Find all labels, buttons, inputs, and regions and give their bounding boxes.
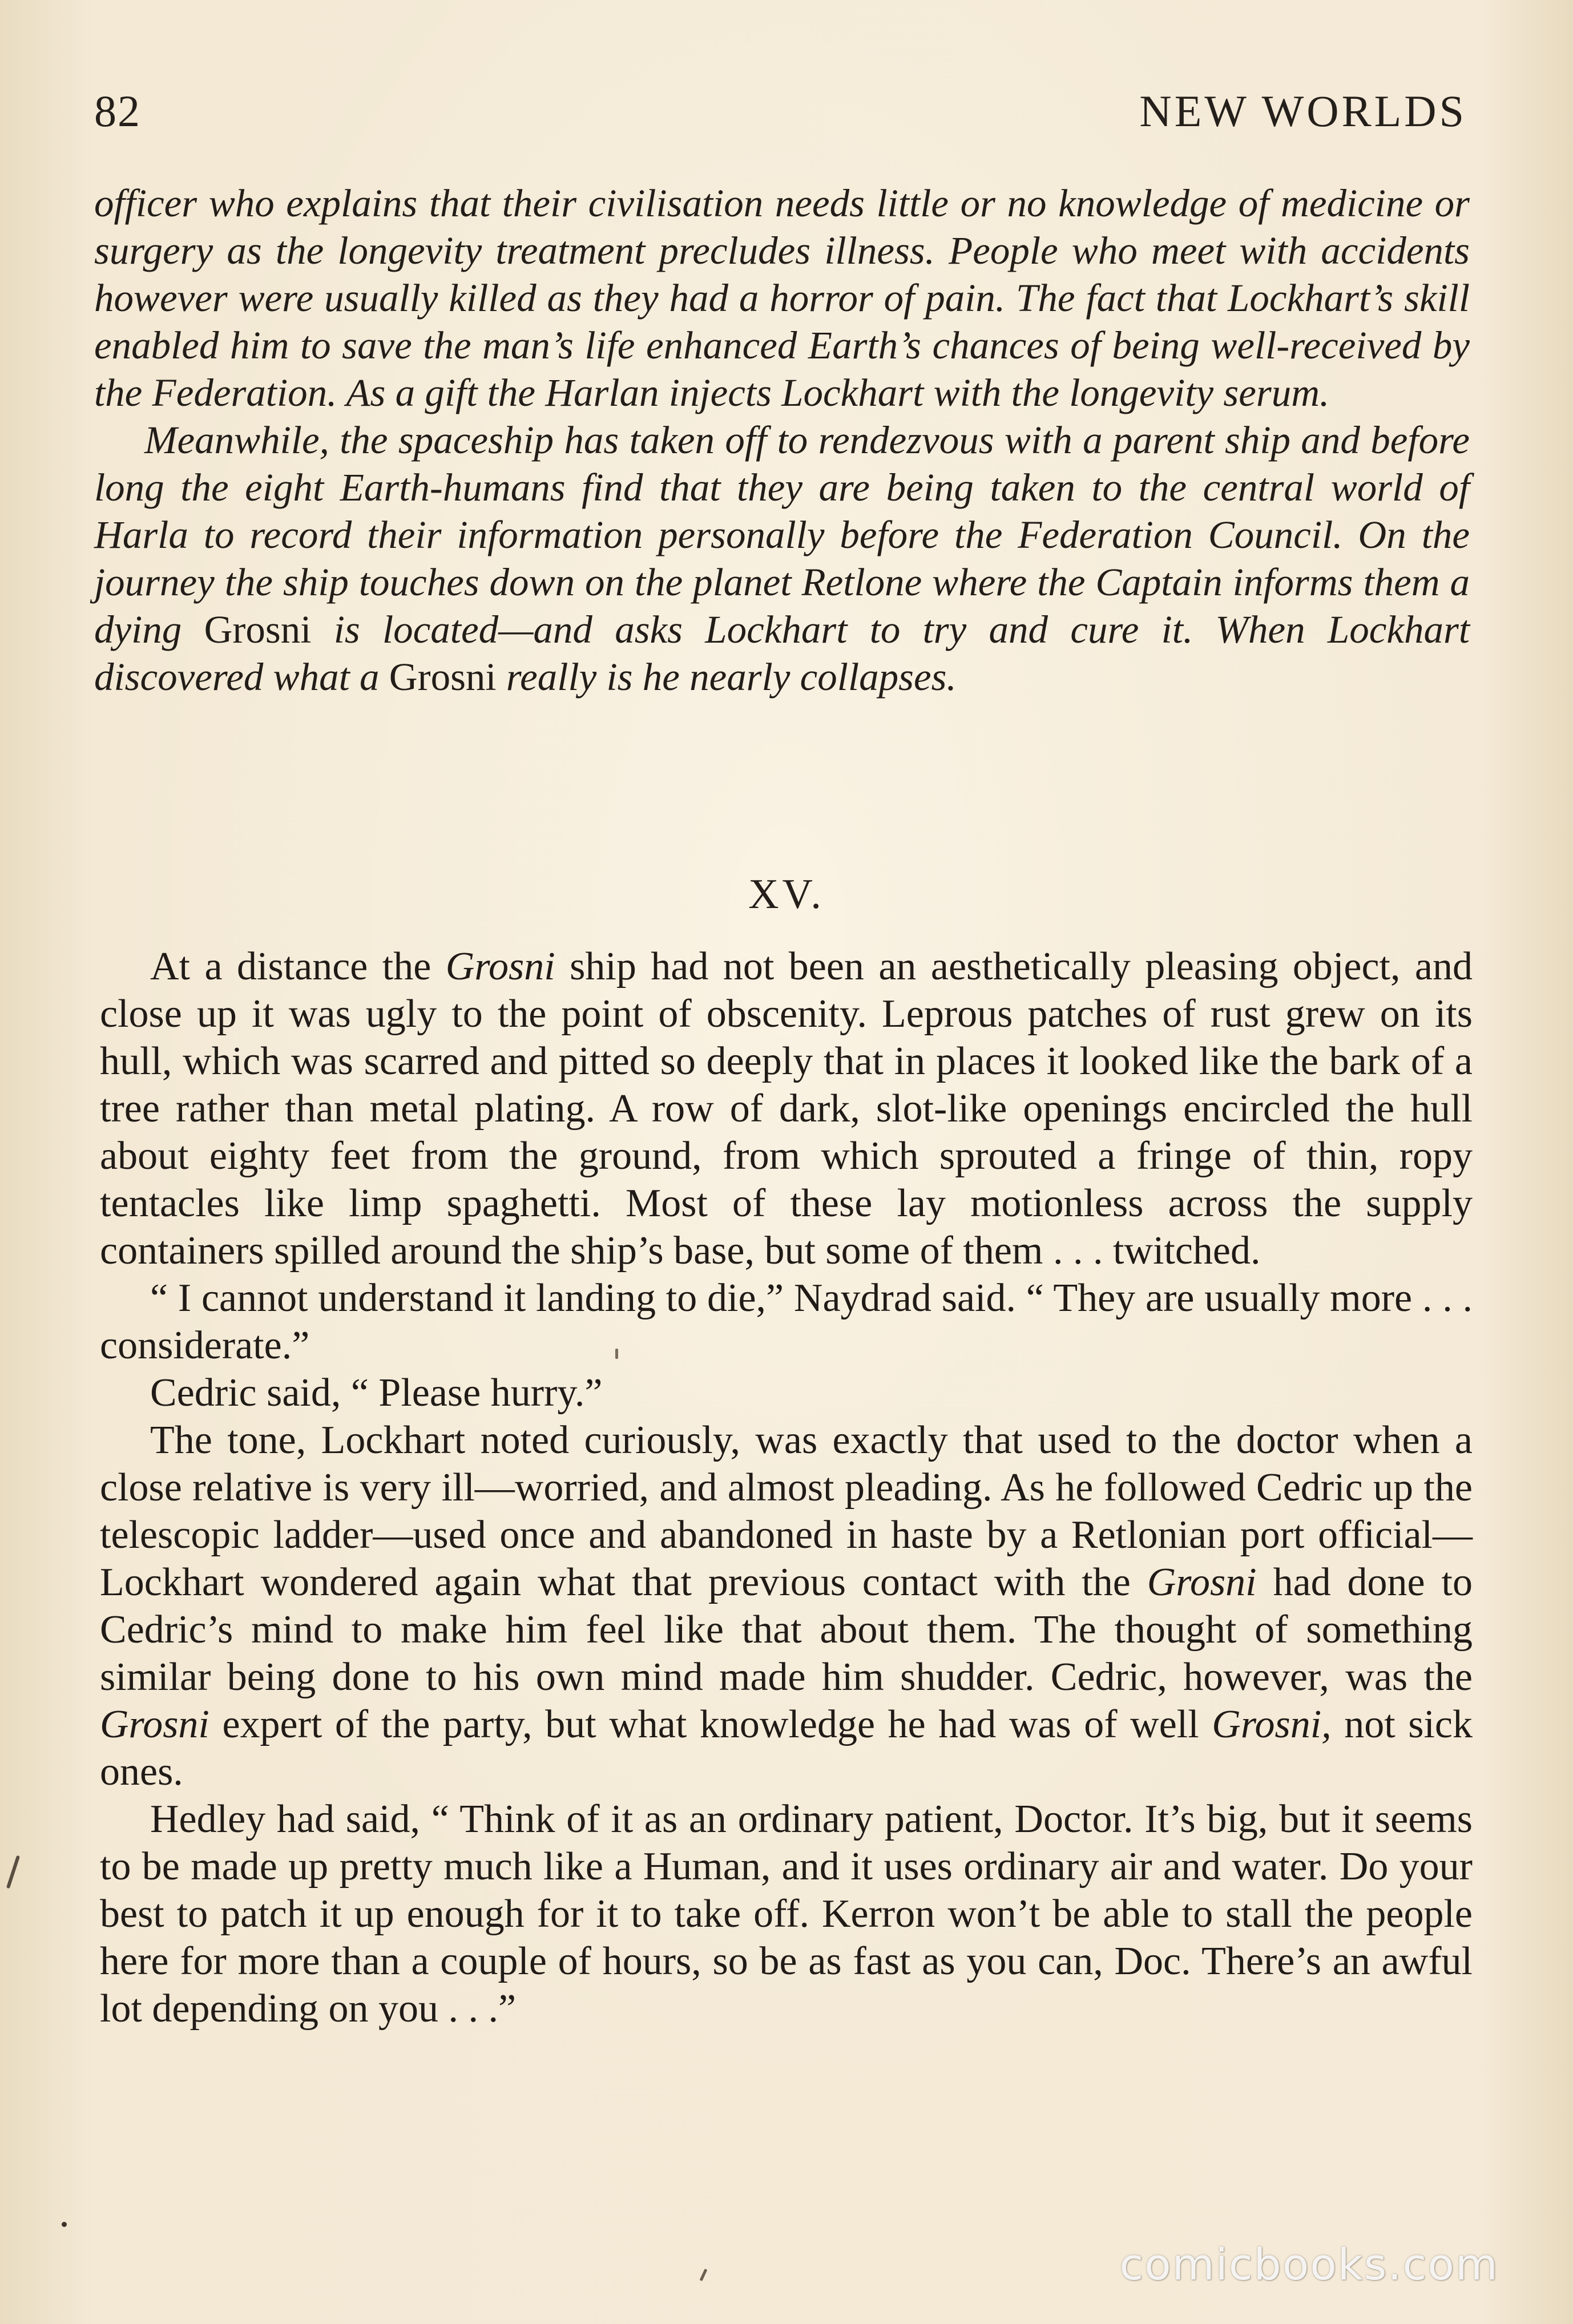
synopsis (94, 180, 1470, 701)
grosni-italic: Grosni (1147, 1560, 1257, 1604)
synopsis-paragraph (94, 417, 1470, 701)
body-paragraph (100, 1369, 1473, 1417)
grosni-italic: Grosni, (1212, 1702, 1332, 1746)
page-number: 82 (94, 86, 141, 136)
body-paragraph (100, 1796, 1473, 2032)
chapter-body (100, 943, 1473, 2032)
journal-title: NEW WORLDS (1139, 86, 1467, 136)
chapter-heading: XV. (748, 871, 825, 918)
synopsis-text: really is he nearly collapses. (496, 655, 957, 699)
paper-speck (62, 2222, 67, 2227)
watermark: comicbooks.com (1119, 2239, 1499, 2290)
body-text: expert of the party, but what knowledge he had was of well (209, 1702, 1212, 1746)
grosni-roman: Grosni (389, 655, 497, 699)
body-text: Cedric said, “ Please hurry.” (150, 1371, 603, 1415)
body-text: The tone, Lockhart noted curiously, was exactly that used to the doctor when a close relative is very ill—worried, and almost pleading. As he followed Cedric up the telescopic ladder—used once and abandoned in haste by a Retlonian port official—Lockhart wondered again what that previous contact with the (100, 1418, 1473, 1604)
body-text: ship had not been an aesthetically pleasing object, and close up it was ugly to the point of obscenity. Leprous patches of rust grew on its hull, which was scarred and pitted so deeply that in places it looked like the bark of a tree rather than metal plating. A row of dark, slot-like openings encircled the hull about eighty feet from the ground, from which sprouted a fringe of thin, ropy tentacles like limp spaghetti. Most of these lay motionless across the supply containers spilled around the ship’s base, but some of them . . . twitched. (100, 945, 1473, 1273)
body-text: “ I cannot understand it landing to die,” Naydrad said. “ They are usually more . . . considerate.” (100, 1276, 1473, 1367)
body-paragraph (100, 943, 1473, 1274)
body-text: not sick ones. (100, 1702, 1473, 1794)
grosni-italic: Grosni (100, 1702, 209, 1746)
body-text: Hedley had said, “ Think of it as an ordinary patient, Doctor. It’s big, but it seems to be made up pretty much like a Human, and it uses ordinary air and water. Do your best to patch it up enough for it to take off. Kerron won’t be able to stall the people here for more than a couple of hours, so be as fast as you can, Doc. There’s an awful lot depending on you . . .” (100, 1797, 1473, 2031)
synopsis-text: Meanwhile, the spaceship has taken off to rendezvous with a parent ship and before long the eight Earth-humans find that they are being taken to the central world of Harla to record their information personally before the Federation Council. On the journey the ship touches down on the planet Retlone where the Captain informs them a dying (94, 418, 1470, 651)
synopsis-text: is located—and asks Lockhart to try and cure it. When Lockhart discovered what a (94, 608, 1470, 699)
synopsis-text: officer who explains that their civilisation needs little or no knowledge of medicine or surgery as the longevity treatment precludes illness. People who meet with accidents however were usually killed as they had a horror of pain. The fact that Lockhart’s skill enabled him to save the man’s life enhanced Earth’s chances of being well-received by the Federation. As a gift the Harlan injects Lockhart with the longevity serum. (94, 181, 1470, 414)
body-paragraph (100, 1274, 1473, 1369)
running-head (94, 86, 1467, 143)
body-text: had done to Cedric’s mind to make him feel like that about them. The thought of something similar being done to his own mind made him shudder. Cedric, however, was the (100, 1560, 1473, 1699)
paper-speck (615, 1349, 618, 1359)
grosni-roman: Grosni (204, 608, 312, 651)
paper-speck (700, 2269, 708, 2281)
paper-speck (6, 1855, 20, 1889)
synopsis-paragraph (94, 180, 1470, 417)
grosni-italic: Grosni (445, 945, 555, 988)
body-paragraph (100, 1417, 1473, 1796)
body-text: At a distance the (150, 945, 446, 988)
